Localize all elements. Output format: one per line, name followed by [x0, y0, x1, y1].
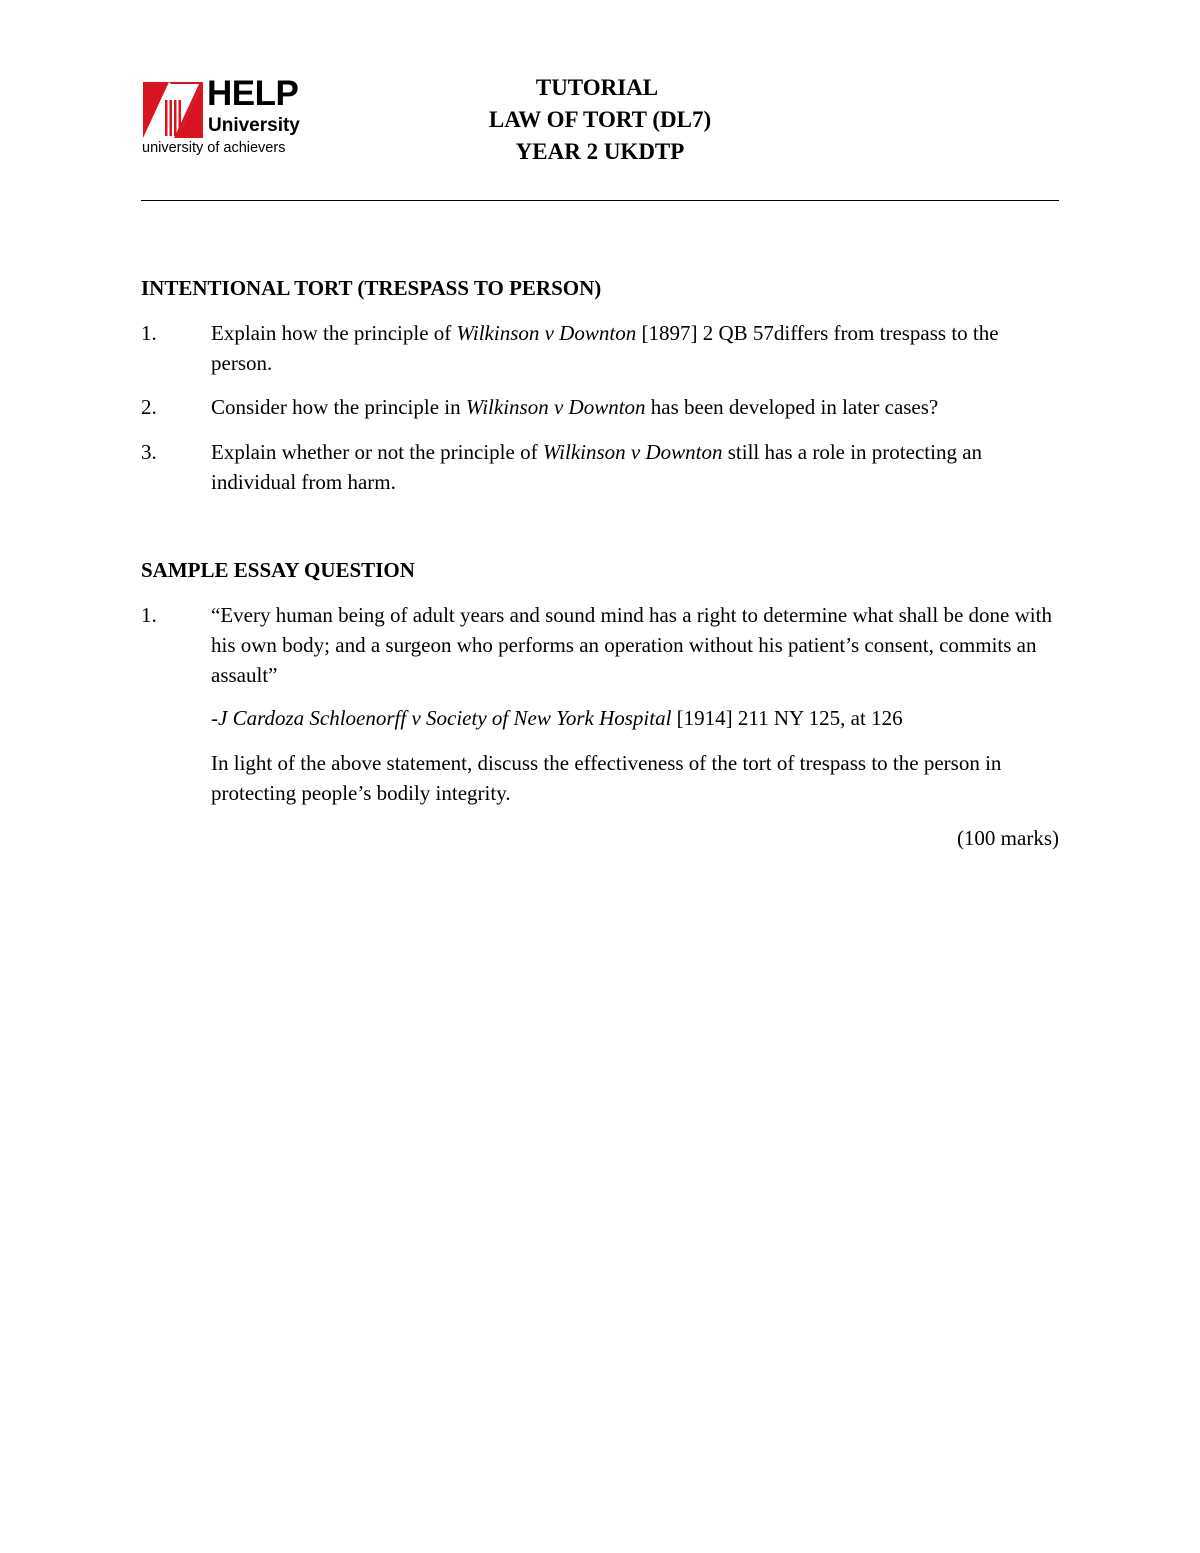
question-number: 1.: [141, 603, 157, 627]
section-heading-sample-essay: SAMPLE ESSAY QUESTION: [141, 558, 415, 582]
question-number: 2.: [141, 395, 157, 419]
logo-tagline: university of achievers: [142, 140, 286, 156]
header-line-2: LAW OF TORT (DL7): [488, 107, 712, 132]
logo-subtitle: University: [208, 115, 300, 136]
question-text: Explain whether or not the principle of Wilkinson v Downton still has a role in protecting an individual from harm.: [211, 440, 983, 494]
case-name: Wilkinson v Downton: [465, 395, 646, 419]
marks-allocation: (100 marks): [956, 826, 1059, 850]
essay-quote: “Every human being of adult years and sound mind has a right to determine what shall be done with his own body; and a surgeon who performs an operation without his patient’s consent, commits an assault”: [211, 603, 1052, 687]
logo-wordmark: HELP: [207, 74, 299, 113]
citation-reference: [1914] 211 NY 125, at 126: [671, 706, 903, 730]
header-divider: [141, 200, 1059, 201]
case-name: Wilkinson v Downton: [456, 321, 637, 345]
question-number: 3.: [141, 440, 157, 464]
question-item: [141, 318, 1059, 378]
header-line-1: TUTORIAL: [535, 75, 659, 100]
section-heading-intentional-tort: INTENTIONAL TORT (TRESPASS TO PERSON): [141, 276, 602, 300]
question-item: [141, 437, 1059, 497]
question-number: 1.: [141, 321, 157, 345]
document-header: [0, 72, 1200, 168]
essay-citation: [211, 703, 1071, 733]
essay-question: [141, 600, 1059, 690]
essay-instruction: In light of the above statement, discuss the effectiveness of the tort of trespass to the person in protecting people’s bodily integrity.: [211, 751, 1002, 805]
question-item: [141, 392, 1059, 422]
question-text: Explain how the principle of Wilkinson v Downton [1897] 2 QB 57differs from trespass to the person.: [211, 321, 999, 375]
header-line-3: YEAR 2 UKDTP: [515, 139, 685, 164]
case-name: Wilkinson v Downton: [542, 440, 723, 464]
question-text: Consider how the principle in Wilkinson v Downton has been developed in later cases?: [211, 395, 939, 419]
citation-case: -J Cardoza Schloenorff v Society of New York Hospital: [211, 706, 672, 730]
